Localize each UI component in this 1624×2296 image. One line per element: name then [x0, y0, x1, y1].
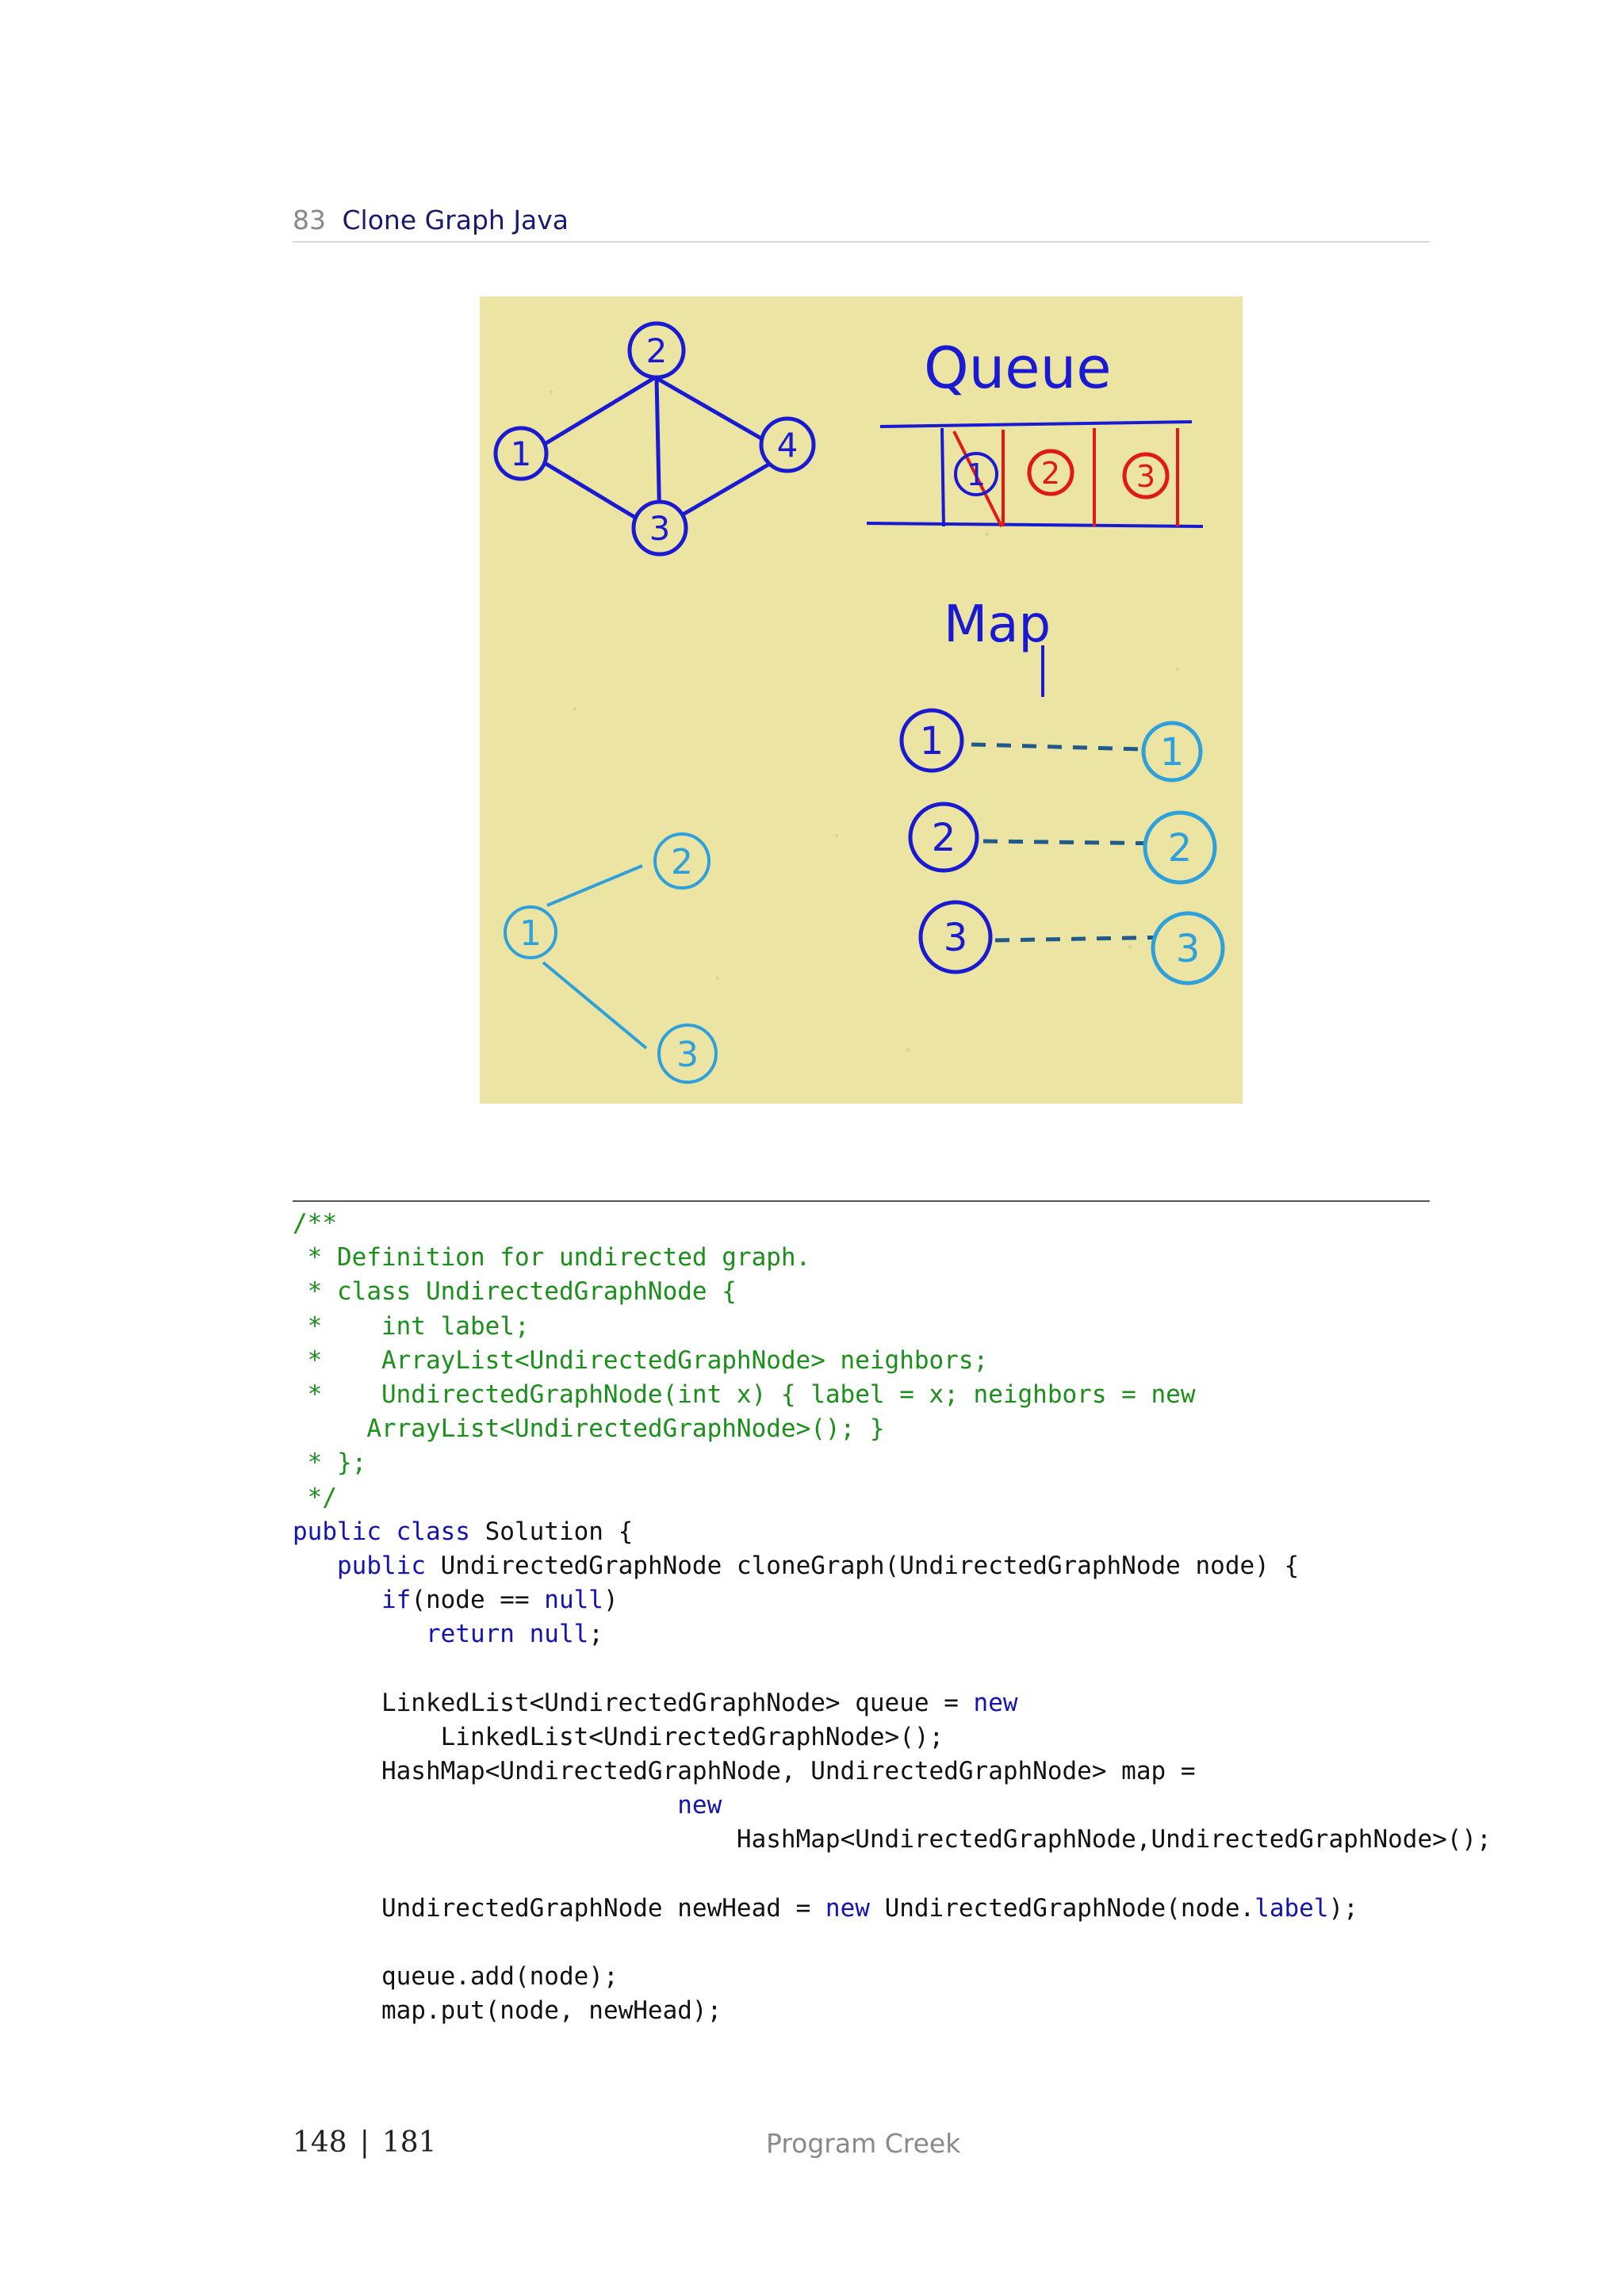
code-indent [293, 1620, 426, 1648]
code-line [293, 1378, 1514, 1412]
page-separator: | [359, 2126, 370, 2159]
code-keyword: new [677, 1791, 722, 1820]
queue-item-2-label: 2 [1040, 456, 1061, 491]
map-row-1-from: 1 [919, 719, 944, 763]
code-keyword: public class [293, 1517, 470, 1546]
map-title: Map [944, 595, 1051, 654]
map-row-3-to: 3 [1175, 927, 1201, 971]
code-indent [293, 1791, 677, 1820]
code-block-rule [293, 1200, 1430, 1202]
running-header [293, 203, 1430, 243]
code-text: ); [1328, 1893, 1358, 1923]
code-indent [293, 1552, 337, 1580]
code-text: LinkedList<UndirectedGraphNode> queue = [381, 1688, 974, 1717]
code-text: ) [603, 1586, 619, 1615]
code-line [293, 1686, 1514, 1720]
code-line [293, 1241, 1514, 1275]
code-line [293, 1481, 1514, 1515]
code-comment: /** [293, 1209, 337, 1238]
code-line [293, 1515, 1514, 1549]
current-page: 148 [293, 2126, 347, 2159]
code-text: HashMap<UndirectedGraphNode,UndirectedGraphNode>(); [736, 1825, 1492, 1854]
map-link-1 [971, 744, 1170, 750]
code-indent [293, 1586, 381, 1614]
code-text: UndirectedGraphNode newHead = [381, 1893, 825, 1923]
code-text: UndirectedGraphNode cloneGraph(UndirectedGraphNode node) { [425, 1551, 1300, 1580]
chapter-number: 83 [293, 205, 326, 235]
graph-node-2-label: 2 [645, 331, 668, 370]
code-line [293, 1275, 1514, 1309]
clone-node-1-label: 1 [519, 913, 542, 954]
code-line [293, 1823, 1514, 1857]
queue-title: Queue [924, 335, 1112, 401]
code-text: HashMap<UndirectedGraphNode, UndirectedGraphNode> map = [381, 1757, 1196, 1785]
code-keyword: if [381, 1586, 412, 1615]
code-line [293, 1617, 1514, 1651]
code-text: map.put(node, newHead); [381, 1996, 722, 2026]
code-line [293, 1720, 1514, 1755]
code-comment: * ArrayList<UndirectedGraphNode> neighbors; [293, 1345, 989, 1375]
code-line [293, 1344, 1514, 1378]
code-indent [293, 1996, 381, 2025]
code-comment: * UndirectedGraphNode(int x) { label = x; neighbors = new [293, 1380, 1196, 1409]
graph-node-4-label: 4 [776, 426, 799, 465]
code-keyword: public [337, 1551, 426, 1580]
code-text: queue.add(node); [381, 1962, 619, 1992]
code-text: Solution { [469, 1517, 634, 1546]
code-comment: * Definition for undirected graph. [293, 1243, 811, 1272]
graph-node-3-label: 3 [649, 509, 671, 548]
code-text: ; [588, 1620, 603, 1649]
code-line [293, 1960, 1514, 1994]
code-indent [293, 1825, 737, 1854]
code-indent [293, 1962, 381, 1991]
code-text: LinkedList<UndirectedGraphNode>(); [440, 1722, 944, 1751]
queue-item-3-label: 3 [1136, 459, 1156, 494]
code-comment: ArrayList<UndirectedGraphNode>(); } [351, 1414, 885, 1444]
chapter-title: Clone Graph Java [342, 205, 569, 235]
code-line [293, 1755, 1514, 1789]
code-indent [293, 1414, 352, 1443]
queue-item-1-label: 1 [966, 457, 986, 492]
code-comment: * }; [293, 1448, 367, 1478]
code-text: UndirectedGraphNode(node. [869, 1893, 1255, 1923]
code-indent [293, 1689, 381, 1717]
code-keyword: return null [425, 1620, 589, 1649]
code-line [293, 1446, 1514, 1480]
map-row-1-to: 1 [1159, 730, 1185, 775]
code-indent [293, 1723, 441, 1751]
clone-node-3-label: 3 [676, 1035, 699, 1075]
code-line [293, 1207, 1514, 1241]
code-text: (node == [411, 1586, 545, 1615]
map-row-2-to: 2 [1167, 826, 1193, 871]
code-keyword: new [825, 1893, 870, 1923]
code-comment: * class UndirectedGraphNode { [293, 1277, 737, 1307]
map-row-3-from: 3 [943, 916, 968, 960]
code-comment: */ [293, 1483, 337, 1512]
whiteboard-drawing [480, 297, 1243, 1104]
total-pages: 181 [381, 2126, 437, 2159]
graph-node-1-label: 1 [510, 434, 532, 473]
code-indent [293, 1757, 381, 1785]
page-number [293, 2126, 437, 2159]
map-link-2 [983, 841, 1170, 844]
edge-1-2 [529, 374, 661, 453]
clone-graph-illustration [480, 297, 1243, 1104]
code-line [293, 1858, 1514, 1892]
code-line [293, 1892, 1514, 1926]
code-indent [293, 1894, 381, 1923]
code-line [293, 1789, 1514, 1823]
clone-edge-1-3 [543, 962, 646, 1048]
code-line [293, 1994, 1514, 2028]
code-line [293, 1651, 1514, 1686]
footer-site-name: Program Creek [766, 2128, 961, 2159]
code-line [293, 1549, 1514, 1583]
clone-edge-1-2 [547, 866, 642, 905]
map-link-3 [995, 937, 1178, 940]
code-line [293, 1310, 1514, 1344]
code-keyword: label [1254, 1893, 1329, 1923]
code-line [293, 1926, 1514, 1960]
clone-node-2-label: 2 [671, 842, 693, 882]
code-keyword: null [544, 1586, 603, 1615]
code-block [293, 1207, 1514, 2029]
map-row-2-from: 2 [931, 816, 956, 860]
code-keyword: new [973, 1688, 1018, 1717]
code-comment: * int label; [293, 1311, 530, 1341]
code-line [293, 1583, 1514, 1617]
code-line [293, 1412, 1514, 1446]
